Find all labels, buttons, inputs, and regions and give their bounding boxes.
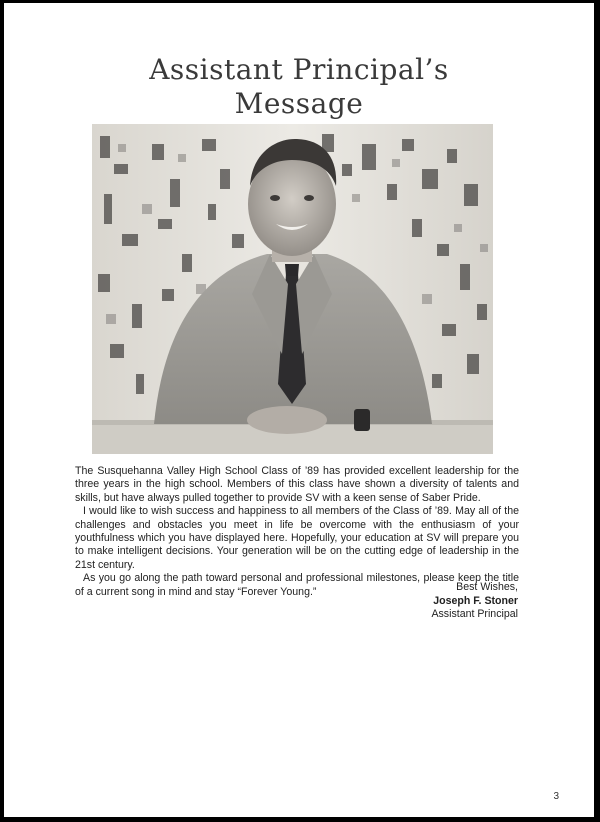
message-body bbox=[75, 465, 519, 599]
paragraph-1: The Susquehanna Valley High School Class of ’89 has provided excellent leadership for the three years in the high school. Members of this class have shown a diversity of talents and skills, but have always pulled together to provide SV with a keen sense of Saber Pride. bbox=[75, 465, 519, 504]
yearbook-page bbox=[4, 3, 594, 817]
paragraph-2: I would like to wish success and happiness to all members of the Class of ’89. May all of the challenges and obstacles you meet in life be overcome with the enthusiasm of your youthfulness which you have displayed here. Hopefully, your education at SV will prepare you to make intelligent decisions. Your generation will be on the cutting edge of leadership in the 21st century. bbox=[75, 505, 519, 571]
portrait-photo bbox=[92, 124, 493, 454]
page-title bbox=[4, 53, 594, 121]
title-line-2: Message bbox=[234, 87, 364, 120]
title-line-1: Assistant Principal’s bbox=[149, 53, 449, 86]
page-number: 3 bbox=[553, 791, 559, 802]
signoff-block bbox=[431, 581, 518, 622]
signer-role: Assistant Principal bbox=[431, 608, 518, 621]
closing-text: Best Wishes, bbox=[456, 581, 518, 593]
signer-name: Joseph F. Stoner bbox=[433, 594, 518, 607]
paragraph-3: As you go along the path toward personal and professional milestones, please keep the title of a current song in mind and stay “Forever Young.” bbox=[75, 572, 519, 598]
portrait-illustration bbox=[92, 124, 493, 454]
